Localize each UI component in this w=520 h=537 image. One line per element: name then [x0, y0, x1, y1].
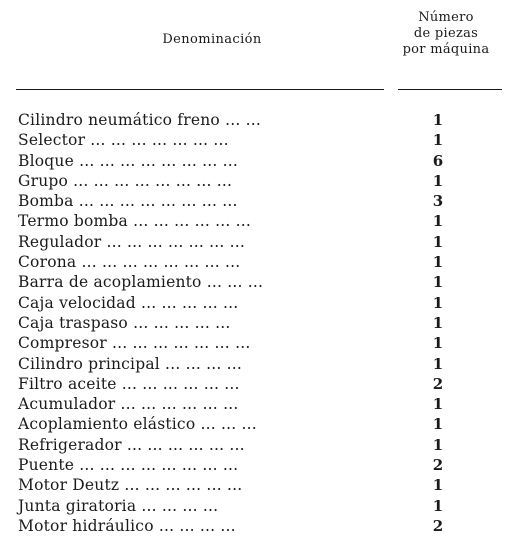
header-rule-left	[16, 89, 384, 90]
part-quantity: 3	[432, 192, 444, 211]
part-name: Junta giratoria ... ... ... ...	[18, 496, 219, 515]
table-row	[18, 455, 508, 475]
table-header	[0, 6, 520, 72]
part-quantity: 6	[432, 151, 444, 170]
column-header-line: por máquina	[402, 42, 490, 57]
part-quantity: 2	[432, 516, 444, 535]
part-quantity: 1	[432, 476, 444, 495]
column-header-numero-piezas	[390, 10, 502, 58]
table-row	[18, 211, 508, 231]
parts-list	[18, 110, 508, 536]
part-name: Barra de acoplamiento ... ... ...	[18, 273, 264, 292]
part-quantity: 1	[432, 415, 444, 434]
table-row	[18, 435, 508, 455]
part-name: Refrigerador ... ... ... ... ... ...	[18, 435, 245, 454]
table-row	[18, 293, 508, 313]
part-name: Grupo ... ... ... ... ... ... ... ...	[18, 171, 233, 190]
table-row	[18, 110, 508, 130]
table-row	[18, 272, 508, 292]
part-name: Bloque ... ... ... ... ... ... ... ...	[18, 151, 239, 170]
column-header-line: Número	[418, 10, 474, 25]
part-quantity: 1	[432, 212, 444, 231]
part-name: Cilindro neumático freno ... ...	[18, 111, 261, 129]
part-name: Caja traspaso ... ... ... ... ...	[18, 313, 231, 332]
part-name: Corona ... ... ... ... ... ... ... ...	[18, 253, 241, 272]
part-name: Selector ... ... ... ... ... ... ...	[18, 131, 229, 150]
part-quantity: 2	[432, 374, 444, 393]
part-quantity: 1	[432, 395, 444, 414]
part-quantity: 1	[432, 253, 444, 272]
part-quantity: 1	[432, 313, 444, 332]
part-name: Termo bomba ... ... ... ... ... ...	[18, 212, 252, 231]
part-name: Filtro aceite ... ... ... ... ... ...	[18, 374, 240, 393]
part-name: Cilindro principal ... ... ... ...	[18, 354, 242, 373]
part-quantity: 1	[432, 131, 444, 150]
part-name: Caja velocidad ... ... ... ... ...	[18, 293, 239, 312]
part-quantity: 1	[432, 111, 444, 129]
table-row	[18, 130, 508, 150]
part-quantity: 1	[432, 435, 444, 454]
part-name: Acoplamiento elástico ... ... ...	[18, 415, 257, 434]
table-row	[18, 496, 508, 516]
part-quantity: 1	[432, 334, 444, 353]
part-quantity: 1	[432, 293, 444, 312]
table-row	[18, 171, 508, 191]
part-name: Motor hidráulico ... ... ... ...	[18, 516, 236, 535]
part-quantity: 1	[432, 496, 444, 515]
header-rule-right	[398, 89, 502, 90]
table-row	[18, 313, 508, 333]
table-row	[18, 394, 508, 414]
part-name: Puente ... ... ... ... ... ... ... ...	[18, 456, 239, 475]
part-quantity: 2	[432, 456, 444, 475]
table-row	[18, 232, 508, 252]
part-name: Acumulador ... ... ... ... ... ...	[18, 395, 239, 414]
table-row	[18, 191, 508, 211]
column-header-denominacion: Denominación	[162, 32, 262, 47]
table-row	[18, 252, 508, 272]
part-name: Bomba ... ... ... ... ... ... ... ...	[18, 192, 238, 211]
table-row	[18, 333, 508, 353]
part-quantity: 1	[432, 171, 444, 190]
part-name: Compresor ... ... ... ... ... ... ...	[18, 334, 251, 353]
part-quantity: 1	[432, 232, 444, 251]
table-row	[18, 374, 508, 394]
table-row	[18, 414, 508, 434]
table-row	[18, 516, 508, 536]
table-row	[18, 475, 508, 495]
table-row	[18, 151, 508, 171]
part-name: Motor Deutz ... ... ... ... ... ...	[18, 476, 243, 495]
part-quantity: 1	[432, 273, 444, 292]
table-row	[18, 354, 508, 374]
part-name: Regulador ... ... ... ... ... ... ...	[18, 232, 245, 251]
column-header-line: de piezas	[413, 26, 479, 41]
part-quantity: 1	[432, 354, 444, 373]
